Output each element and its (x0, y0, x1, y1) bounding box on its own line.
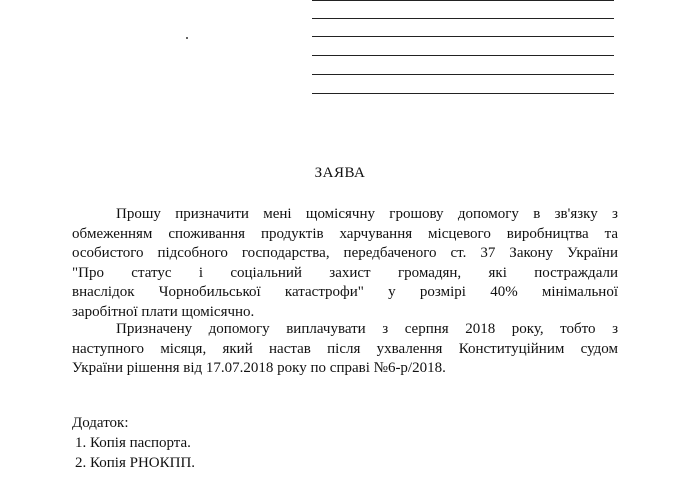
fill-line (312, 74, 614, 75)
document-title: ЗАЯВА (314, 165, 366, 181)
attachments-section (72, 413, 195, 473)
attachments-heading: Додаток: (72, 415, 129, 431)
paragraph-line: обмеженням споживання продуктів харчування місцевого виробництва та (72, 225, 618, 242)
paragraph-line: заробітної плати щомісячно. (72, 303, 255, 320)
paragraph-line: Призначену допомогу виплачувати з серпня 2018 року, тобто з (116, 321, 618, 337)
paragraph-line: особистого підсобного господарства, передбаченого ст. 37 Закону України (72, 245, 618, 261)
fill-line (312, 18, 614, 19)
attachment-item: 1. Копія паспорта. (75, 435, 191, 451)
paragraph-line: "Про статус і соціальний захист громадян, які постраждали (72, 264, 618, 281)
request-paragraph (72, 205, 618, 322)
fill-line (312, 93, 614, 94)
fill-line (312, 0, 614, 1)
fill-line (312, 55, 614, 56)
scan-speck (186, 37, 188, 39)
paragraph-line: внаслідок Чорнобильської катастрофи" у розмірі 40% мінімальної (72, 284, 618, 300)
paragraph-line: Прошу призначити мені щомісячну грошову допомогу в зв'язку з (116, 206, 618, 222)
fill-line (312, 36, 614, 37)
paragraph-line: наступного місяця, який настав після ухвалення Конституційним судом (72, 340, 618, 357)
payment-paragraph (72, 320, 618, 379)
paragraph-line: України рішення від 17.07.2018 року по справі №6-р/2018. (72, 360, 446, 376)
attachment-item: 2. Копія РНОКПП. (75, 455, 196, 471)
